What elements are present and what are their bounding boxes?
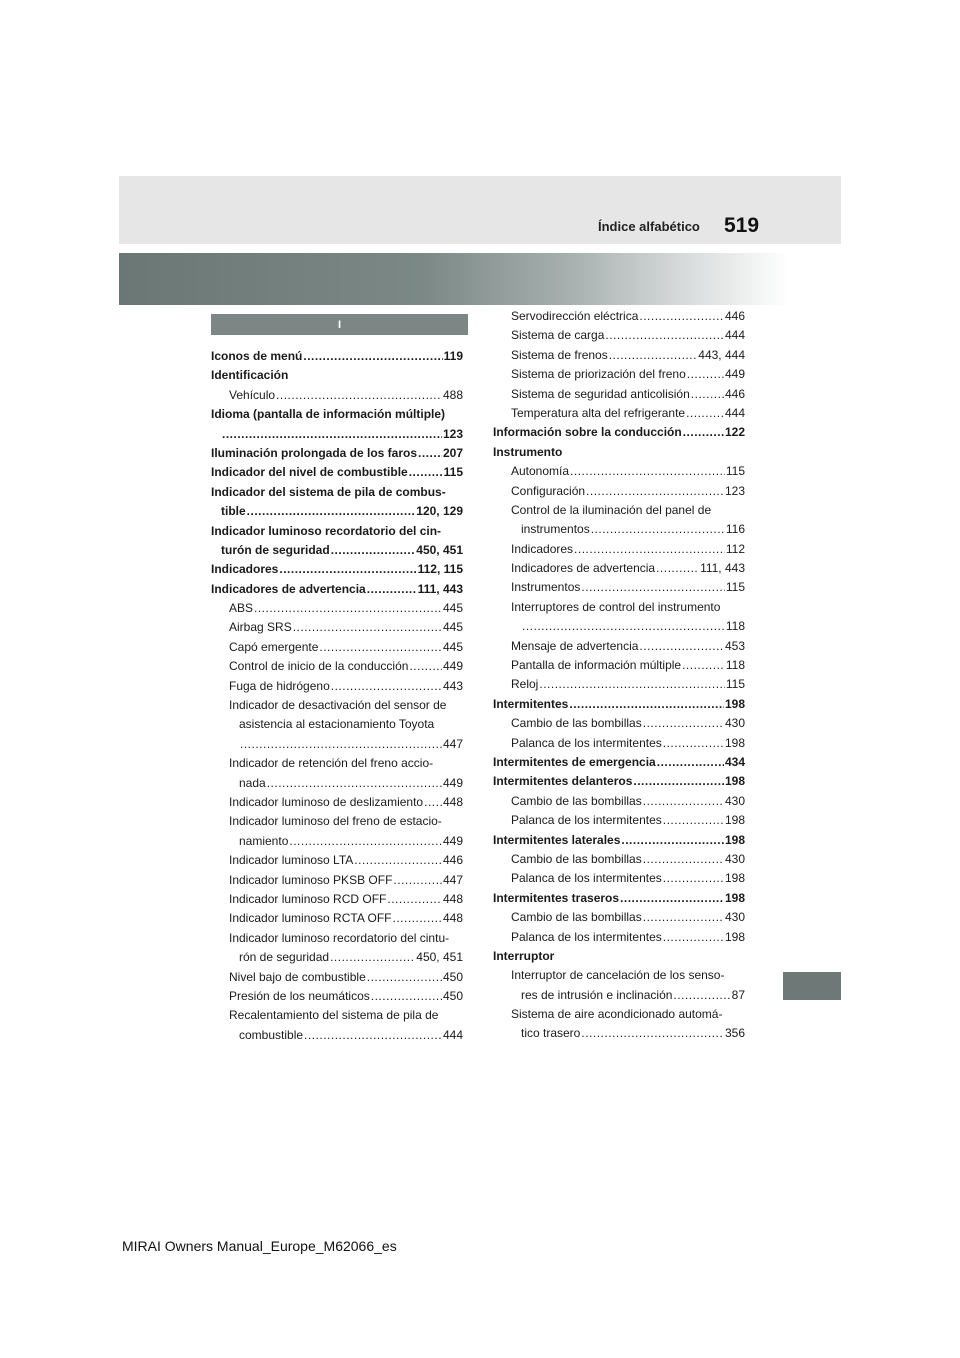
- index-entry-text: Indicador luminoso PKSB OFF: [229, 872, 393, 887]
- index-entry: [493, 831, 745, 850]
- index-entry: [493, 869, 745, 888]
- index-entry-page: 87: [731, 987, 745, 1002]
- index-entry: [493, 346, 745, 365]
- index-entry: [493, 772, 745, 791]
- index-entry-text: Sistema de seguridad anticolisión: [511, 386, 690, 401]
- index-entry: [211, 463, 463, 482]
- index-entry-text: Interruptor: [493, 948, 555, 963]
- index-entry-page: 447: [442, 872, 463, 887]
- index-entry: [493, 482, 745, 501]
- index-entry-page: 122: [724, 425, 745, 440]
- index-entry: [493, 792, 745, 811]
- index-entry-text: rón de seguridad: [239, 950, 330, 965]
- index-entry-page: 118: [725, 619, 745, 634]
- index-entry-text: Indicadores de advertencia: [211, 581, 366, 596]
- leader-dots: [581, 578, 724, 597]
- leader-dots: [663, 869, 724, 888]
- leader-dots: [304, 1026, 442, 1045]
- leader-dots: [663, 811, 724, 830]
- index-entry-page: 116: [725, 522, 745, 537]
- side-tab: [783, 972, 841, 1000]
- index-entry: [211, 425, 463, 444]
- leader-dots: [687, 365, 724, 384]
- index-entry-page: 453: [724, 638, 745, 653]
- index-entry-text: Cambio de las bombillas: [511, 851, 642, 866]
- index-entry-text: Instrumentos: [511, 580, 581, 595]
- index-entry: [493, 1005, 745, 1024]
- leader-dots: [620, 889, 724, 908]
- index-entry-text: Iconos de menú: [211, 349, 303, 363]
- index-entry-text: res de intrusión e inclinación: [521, 987, 673, 1002]
- leader-dots: [418, 444, 442, 463]
- index-entry-text: Indicador del sistema de pila de combus-: [211, 484, 446, 499]
- index-entry-page: 488: [442, 387, 463, 402]
- leader-dots: [591, 520, 725, 539]
- index-entry-page: 444: [724, 405, 745, 420]
- index-entry-page: 118: [725, 658, 745, 673]
- index-entry-page: 120, 129: [416, 504, 463, 519]
- index-entry-text: Indicador luminoso recordatorio del cintu-: [229, 930, 450, 945]
- index-entry: [493, 462, 745, 481]
- index-entry: [211, 366, 463, 385]
- index-entry-page: 444: [442, 1027, 463, 1042]
- index-entry-text: Indicador de desactivación del sensor de: [229, 698, 447, 713]
- index-entry: [493, 578, 745, 597]
- index-entry: [493, 753, 745, 772]
- index-entry-page: 119: [443, 349, 463, 363]
- leader-dots: [293, 618, 442, 637]
- index-entry: [493, 443, 745, 462]
- index-entry: [211, 774, 463, 793]
- index-entry: [493, 850, 745, 869]
- index-entry-page: 111, 443: [417, 581, 463, 596]
- index-entry-text: turón de seguridad: [221, 542, 330, 557]
- index-entry-page: 434: [724, 754, 745, 769]
- index-entry-text: Indicador luminoso de deslizamiento: [229, 794, 424, 809]
- index-entry: [493, 656, 745, 675]
- leader-dots: [276, 386, 442, 405]
- index-entry-text: Vehículo: [229, 387, 276, 402]
- leader-dots: [254, 599, 442, 618]
- index-entry: [211, 851, 463, 870]
- leader-dots: [605, 326, 724, 345]
- index-column-left: [211, 347, 463, 1045]
- index-entry-text: Control de la iluminación del panel de: [511, 502, 712, 517]
- index-entry-text: Sistema de aire acondicionado automá-: [511, 1007, 723, 1022]
- index-entry: [211, 948, 463, 967]
- leader-dots: [409, 463, 443, 482]
- index-entry-text: Indicadores: [211, 562, 279, 577]
- index-entry: [211, 696, 463, 715]
- index-column-right: [493, 307, 745, 1044]
- index-entry-text: Indicadores: [511, 541, 574, 556]
- index-entry-text: Cambio de las bombillas: [511, 793, 642, 808]
- index-entry: [211, 715, 463, 734]
- index-entry-page: 444: [724, 328, 745, 343]
- leader-dots: [643, 908, 724, 927]
- index-entry-text: nada: [239, 775, 266, 790]
- index-entry: [493, 559, 745, 578]
- index-entry: [493, 811, 745, 830]
- index-entry: [211, 347, 463, 366]
- leader-dots: [279, 560, 416, 579]
- leader-dots: [621, 831, 724, 850]
- index-entry: [493, 637, 745, 656]
- index-entry-text: Indicador luminoso RCD OFF: [229, 891, 387, 906]
- leader-dots: [691, 385, 724, 404]
- leader-dots: [267, 774, 442, 793]
- leader-dots: [330, 948, 415, 967]
- index-entry-page: 198: [724, 735, 745, 750]
- leader-dots: [574, 540, 725, 559]
- index-entry: [211, 560, 463, 579]
- index-entry: [211, 832, 463, 851]
- index-entry-text: Interruptor de cancelación de los senso-: [511, 968, 725, 983]
- index-entry-page: 446: [442, 853, 463, 868]
- index-entry-page: 448: [442, 911, 463, 926]
- index-entry: [493, 307, 745, 326]
- index-entry-text: Indicador de retención del freno accio-: [229, 756, 434, 771]
- index-entry: [493, 501, 745, 520]
- index-entry-text: Mensaje de advertencia: [511, 638, 639, 653]
- leader-dots: [354, 851, 442, 870]
- leader-dots: [643, 714, 724, 733]
- index-entry: [211, 522, 463, 541]
- page-number: 519: [724, 214, 760, 237]
- leader-dots: [569, 695, 724, 714]
- index-entry-page: 450, 451: [416, 542, 463, 557]
- index-entry-text: Indicador luminoso del freno de estacio-: [229, 814, 442, 829]
- index-entry-text: Intermitentes delanteros: [493, 774, 633, 789]
- index-entry-text: Intermitentes de emergencia: [493, 754, 656, 769]
- index-entry-text: Presión de los neumáticos: [229, 988, 370, 1003]
- leader-dots: [539, 675, 725, 694]
- section-title: Índice alfabético: [598, 219, 700, 234]
- index-entry: [211, 754, 463, 773]
- index-entry-text: Control de inicio de la conducción: [229, 659, 409, 674]
- index-entry-text: Sistema de carga: [511, 328, 605, 343]
- index-entry-text: Configuración: [511, 483, 586, 498]
- index-entry: [493, 675, 745, 694]
- leader-dots: [522, 617, 725, 636]
- index-entry-page: 447: [442, 736, 463, 751]
- index-entry: [493, 540, 745, 559]
- index-entry: [211, 483, 463, 502]
- leader-dots: [673, 986, 730, 1005]
- leader-dots: [289, 832, 442, 851]
- index-entry: [493, 714, 745, 733]
- index-entry-text: Idioma (pantalla de información múltiple): [211, 407, 446, 422]
- leader-dots: [570, 462, 725, 481]
- index-entry-text: Palanca de los intermitentes: [511, 871, 662, 886]
- index-entry: [211, 580, 463, 599]
- index-entry-page: 449: [442, 775, 463, 790]
- leader-dots: [586, 482, 724, 501]
- index-entry-page: 450, 451: [416, 950, 463, 965]
- index-entry-page: 449: [724, 367, 745, 382]
- index-entry: [493, 947, 745, 966]
- index-entry: [211, 812, 463, 831]
- index-entry: [493, 365, 745, 384]
- index-entry-page: 112: [725, 541, 745, 556]
- index-entry: [493, 326, 745, 345]
- leader-dots: [371, 987, 442, 1006]
- index-entry-text: combustible: [239, 1027, 304, 1042]
- leader-dots: [657, 753, 724, 772]
- index-entry-text: Autonomía: [511, 464, 570, 479]
- index-entry-page: 115: [725, 464, 745, 479]
- index-entry-page: 448: [442, 891, 463, 906]
- index-entry: [211, 793, 463, 812]
- leader-dots: [247, 502, 416, 521]
- leader-dots: [367, 580, 417, 599]
- leader-dots: [424, 793, 442, 812]
- index-entry-text: Identificación: [211, 368, 289, 383]
- index-entry-text: tible: [221, 504, 246, 519]
- index-entry-page: 443: [442, 678, 463, 693]
- leader-dots: [643, 850, 724, 869]
- leader-dots: [663, 734, 724, 753]
- index-entry-page: 207: [442, 445, 463, 460]
- footer-text: MIRAI Owners Manual_Europe_M62066_es: [122, 1238, 397, 1254]
- index-entry-text: Indicadores de advertencia: [511, 561, 656, 576]
- index-entry-page: 446: [724, 309, 745, 323]
- index-entry-text: Servodirección eléctrica: [511, 309, 639, 323]
- index-entry: [211, 502, 463, 521]
- index-entry: [211, 890, 463, 909]
- index-entry-text: Nivel bajo de combustible: [229, 969, 366, 984]
- index-entry-text: Pantalla de información múltiple: [511, 658, 682, 673]
- index-entry-text: Información sobre la conducción: [493, 425, 682, 440]
- leader-dots: [643, 792, 724, 811]
- index-entry-text: Palanca de los intermitentes: [511, 929, 662, 944]
- index-entry-text: Iluminación prolongada de los faros: [211, 445, 418, 460]
- index-entry-page: 430: [724, 716, 745, 731]
- leader-dots: [331, 541, 416, 560]
- index-entry-page: 198: [724, 929, 745, 944]
- leader-dots: [409, 657, 442, 676]
- index-entry: [493, 986, 745, 1005]
- index-entry: [211, 444, 463, 463]
- index-entry: [211, 909, 463, 928]
- index-entry-page: 356: [724, 1026, 745, 1041]
- index-entry: [211, 1026, 463, 1045]
- index-entry: [211, 929, 463, 948]
- index-entry-page: 445: [442, 639, 463, 654]
- index-entry-page: 445: [442, 620, 463, 635]
- leader-dots: [240, 735, 442, 754]
- index-entry-page: 450: [442, 969, 463, 984]
- index-letter: I: [337, 318, 342, 331]
- index-entry-page: 430: [724, 910, 745, 925]
- index-entry: [211, 1006, 463, 1025]
- index-entry: [493, 695, 745, 714]
- index-entry-text: Fuga de hidrógeno: [229, 678, 330, 693]
- index-entry-text: Reloj: [511, 677, 539, 692]
- index-entry: [493, 928, 745, 947]
- index-entry-text: Intermitentes traseros: [493, 890, 620, 905]
- index-entry: [211, 968, 463, 987]
- index-entry: [493, 617, 745, 636]
- index-entry-text: Indicador del nivel de combustible: [211, 465, 408, 480]
- index-entry-text: Airbag SRS: [229, 620, 292, 635]
- index-entry-text: Indicador luminoso recordatorio del cin-: [211, 523, 442, 538]
- index-entry: [211, 386, 463, 405]
- index-entry-page: 449: [442, 659, 463, 674]
- index-entry-page: 123: [442, 426, 463, 441]
- index-entry: [493, 889, 745, 908]
- index-entry: [493, 908, 745, 927]
- index-entry-page: 198: [724, 774, 745, 789]
- leader-dots: [319, 638, 442, 657]
- index-entry-page: 198: [724, 890, 745, 905]
- index-entry-page: 450: [442, 988, 463, 1003]
- leader-dots: [367, 968, 442, 987]
- leader-dots: [656, 559, 699, 578]
- index-entry-text: Capó emergente: [229, 639, 319, 654]
- index-entry-page: 445: [442, 601, 463, 616]
- index-entry: [211, 405, 463, 424]
- index-entry-text: Palanca de los intermitentes: [511, 813, 662, 828]
- index-entry: [493, 598, 745, 617]
- index-entry-text: Intermitentes laterales: [493, 832, 621, 847]
- index-entry-text: Indicador luminoso RCTA OFF: [229, 911, 392, 926]
- index-entry-page: 448: [442, 794, 463, 809]
- index-entry-page: 198: [724, 696, 745, 711]
- index-entry-page: 449: [442, 833, 463, 848]
- decorative-band: [119, 253, 841, 305]
- index-entry: [493, 734, 745, 753]
- index-entry-text: Cambio de las bombillas: [511, 910, 642, 925]
- leader-dots: [663, 928, 724, 947]
- leader-dots: [303, 347, 442, 366]
- index-entry: [493, 385, 745, 404]
- index-entry-text: Cambio de las bombillas: [511, 716, 642, 731]
- index-entry: [493, 966, 745, 985]
- index-entry: [211, 871, 463, 890]
- index-entry: [493, 520, 745, 539]
- index-entry: [211, 599, 463, 618]
- index-entry-page: 115: [443, 465, 463, 480]
- index-entry-text: instrumentos: [521, 522, 590, 537]
- index-entry: [493, 404, 745, 423]
- index-entry-page: 111, 443: [700, 561, 745, 576]
- leader-dots: [683, 423, 724, 442]
- leader-dots: [639, 637, 724, 656]
- index-entry-page: 123: [724, 483, 745, 498]
- index-entry-text: Indicador luminoso LTA: [229, 853, 354, 868]
- index-entry-text: asistencia al estacionamiento Toyota: [239, 717, 435, 732]
- leader-dots: [393, 871, 442, 890]
- index-entry-text: Instrumento: [493, 444, 563, 459]
- index-entry-text: ABS: [229, 601, 254, 616]
- index-entry-text: Intermitentes: [493, 696, 569, 711]
- index-entry-text: Temperatura alta del refrigerante: [511, 405, 686, 420]
- index-entry-page: 115: [725, 677, 745, 692]
- index-entry-page: 430: [724, 851, 745, 866]
- index-entry: [493, 423, 745, 442]
- leader-dots: [331, 677, 442, 696]
- index-entry: [211, 618, 463, 637]
- index-entry: [211, 987, 463, 1006]
- index-entry-page: 198: [724, 871, 745, 886]
- index-entry-text: Sistema de frenos: [511, 347, 608, 362]
- index-entry-page: 198: [724, 832, 745, 847]
- leader-dots: [393, 909, 442, 928]
- index-entry: [211, 541, 463, 560]
- index-entry-text: Recalentamiento del sistema de pila de: [229, 1008, 439, 1023]
- index-entry-page: 446: [724, 386, 745, 401]
- index-entry-page: 198: [724, 813, 745, 828]
- index-entry-page: 115: [725, 580, 745, 595]
- leader-dots: [682, 656, 725, 675]
- index-letter-heading: [211, 314, 468, 335]
- index-entry-page: 443, 444: [698, 347, 745, 362]
- index-entry-text: Sistema de priorización del freno: [511, 367, 686, 382]
- leader-dots: [222, 425, 442, 444]
- leader-dots: [686, 404, 724, 423]
- index-entry: [211, 735, 463, 754]
- index-entry-page: 430: [724, 793, 745, 808]
- index-entry-text: tico trasero: [521, 1026, 581, 1041]
- index-entry-text: Palanca de los intermitentes: [511, 735, 662, 750]
- leader-dots: [609, 346, 698, 365]
- leader-dots: [633, 772, 724, 791]
- index-entry: [493, 1024, 745, 1043]
- leader-dots: [639, 307, 724, 326]
- leader-dots: [581, 1024, 724, 1043]
- index-entry-text: Interruptores de control del instrumento: [511, 599, 721, 614]
- leader-dots: [387, 890, 442, 909]
- index-entry-page: 112, 115: [417, 562, 463, 577]
- index-entry: [211, 657, 463, 676]
- index-entry: [211, 677, 463, 696]
- index-entry: [211, 638, 463, 657]
- index-entry-text: namiento: [239, 833, 289, 848]
